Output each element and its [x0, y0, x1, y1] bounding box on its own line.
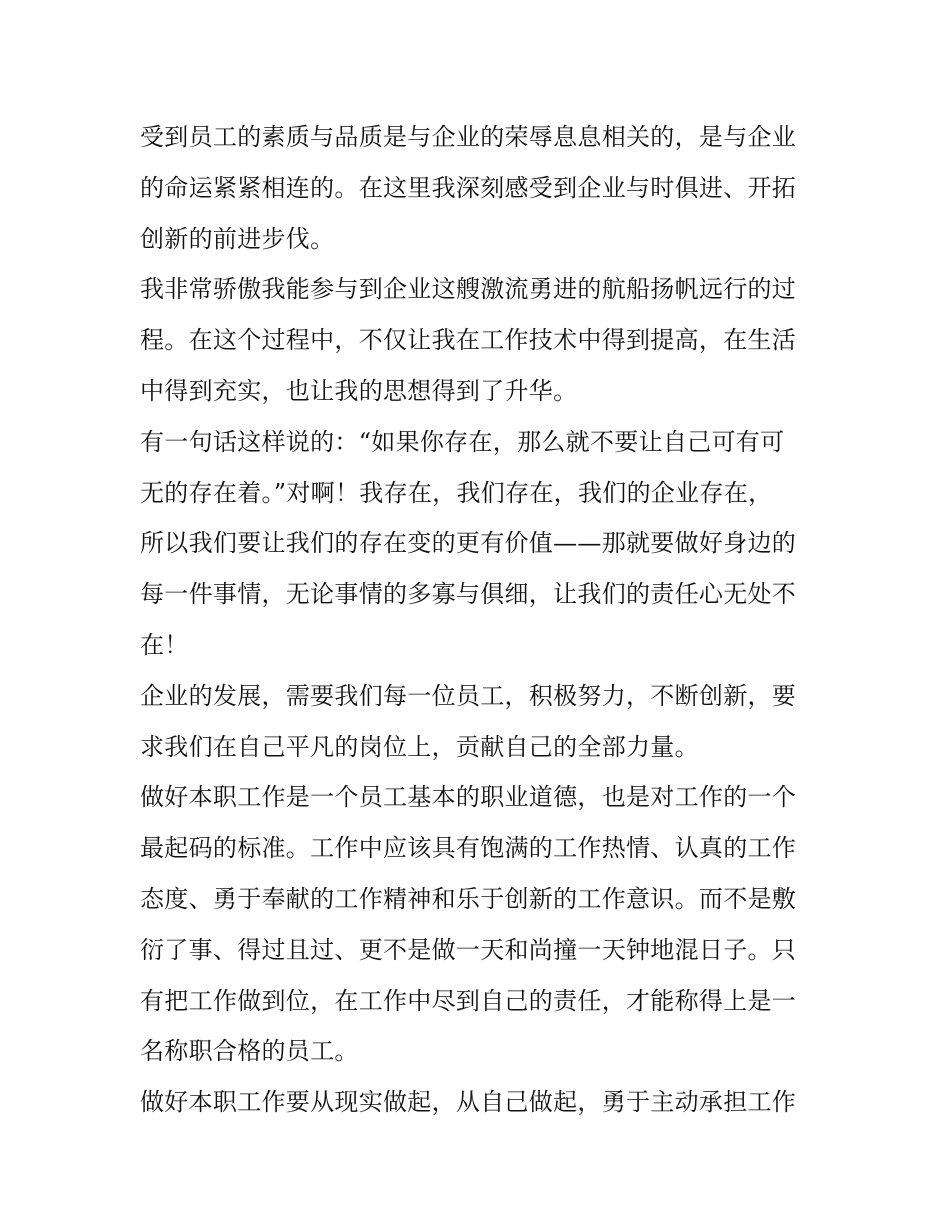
text-line: 企业的发展，需要我们每一位员工，积极努力，不断创新，要 — [140, 681, 797, 710]
document-page — [140, 112, 812, 1128]
text-line: 我非常骄傲我能参与到企业这艘激流勇进的航船扬帆远行的过 — [140, 275, 797, 304]
text-line: 创新的前进步伐。 — [140, 224, 335, 253]
text-line: 做好本职工作要从现实做起，从自己做起，勇于主动承担工作 — [140, 1088, 797, 1117]
text-line: 有一句话这样说的：“如果你存在，那么就不要让自己可有可 — [140, 427, 785, 456]
text-line: 衍了事、得过且过、更不是做一天和尚撞一天钟地混日子。只 — [140, 935, 797, 964]
text-line: 的命运紧紧相连的。在这里我深刻感受到企业与时俱进、开拓 — [140, 173, 797, 202]
text-line: 态度、勇于奉献的工作精神和乐于创新的工作意识。而不是敷 — [140, 884, 797, 913]
text-line: 做好本职工作是一个员工基本的职业道德，也是对工作的一个 — [140, 783, 797, 812]
text-line: 求我们在自己平凡的岗位上，贡献自己的全部力量。 — [140, 732, 699, 761]
text-line: 中得到充实，也让我的思想得到了升华。 — [140, 376, 578, 405]
text-line: 每一件事情，无论事情的多寡与俱细，让我们的责任心无处不 — [140, 580, 797, 609]
text-line: 有把工作做到位，在工作中尽到自己的责任，才能称得上是一 — [140, 986, 797, 1015]
text-line: 所以我们要让我们的存在变的更有价值——那就要做好身边的 — [140, 529, 797, 558]
text-line: 无的存在着。”对啊！我存在，我们存在，我们的企业存在， — [140, 478, 773, 507]
text-line: 在！ — [140, 630, 189, 659]
text-line: 程。在这个过程中，不仅让我在工作技术中得到提高，在生活 — [140, 326, 797, 355]
text-line: 名称职合格的员工。 — [140, 1037, 359, 1066]
text-line: 最起码的标准。工作中应该具有饱满的工作热情、认真的工作 — [140, 834, 797, 863]
text-line: 受到员工的素质与品质是与企业的荣辱息息相关的，是与企业 — [140, 123, 797, 151]
